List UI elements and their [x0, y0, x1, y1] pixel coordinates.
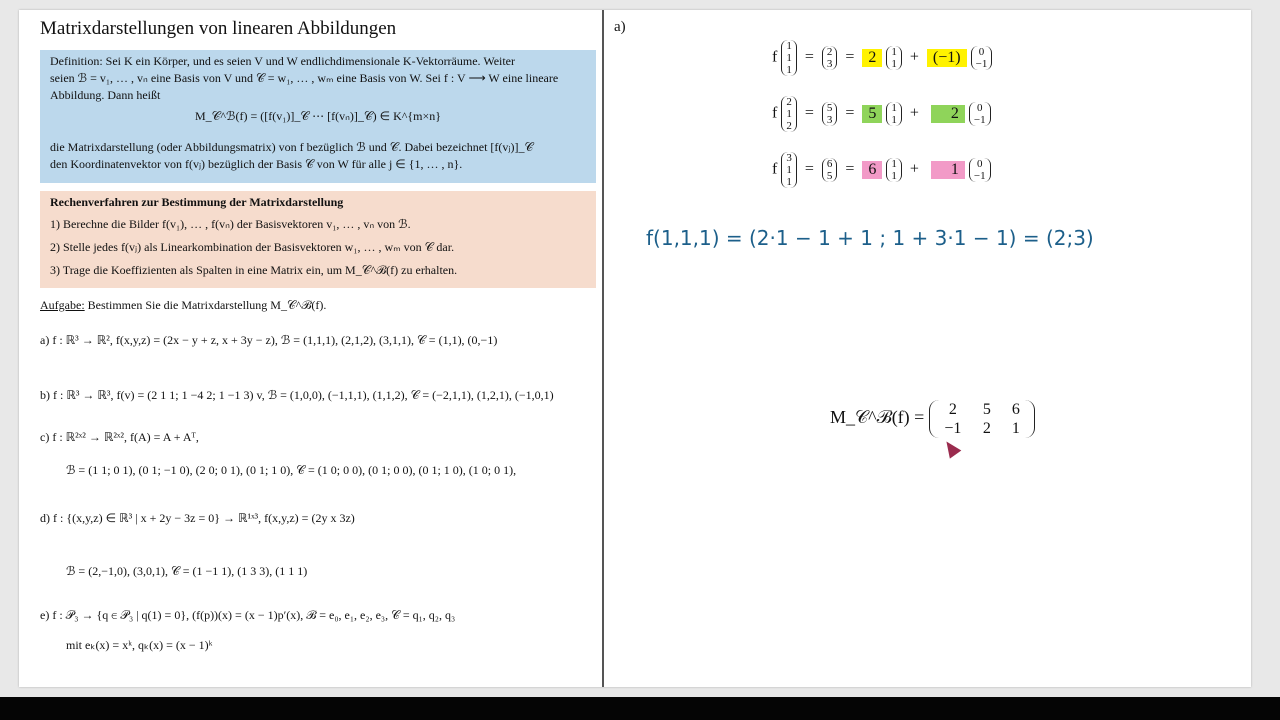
coefficient-2-highlight: (−1) — [927, 49, 967, 67]
basis-w2: 0 −1 — [969, 158, 991, 182]
basis-w2: 0 −1 — [971, 46, 993, 70]
definition-line-1: Definition: Sei K ein Körper, und es seien V und W endlichdimensionale K-Vektorräume. Weiter — [50, 54, 516, 68]
definition-box — [40, 50, 596, 183]
page-title: Matrixdarstellungen von linearen Abbildungen — [40, 18, 397, 39]
definition-line-4: die Matrixdarstellung (oder Abbildungsmatrix) von f bezüglich ℬ und 𝒞. Dabei bezeichnet [f(vⱼ)]_𝒞 — [50, 140, 534, 154]
decomposition-row-2: f 2 1 2 = 5 3 = 5 1 1 + 2 0 −1 — [772, 96, 991, 132]
procedure-step-2: 2) Stelle jedes f(vⱼ) als Linearkombination der Basisvektoren w₁, … , wₘ von 𝒞 dar. — [50, 240, 455, 254]
basis-w1: 1 1 — [886, 46, 902, 70]
image-vector: 2 3 — [822, 46, 838, 70]
task-text: Bestimmen Sie die Matrixdarstellung M_𝒞^ℬ(f). — [87, 298, 327, 312]
decomposition-row-1: f 1 1 1 = 2 3 = 2 1 1 + (−1) 0 −1 — [772, 40, 992, 76]
task-b: b) f : ℝ³ → ℝ³, f(v) = (2 1 1; 1 −4 2; 1 −1 3) v, ℬ = (1,0,0), (−1,1,1), (1,1,2), 𝒞 = (−2,1,1), (1,2,1), (−1,0,1) — [40, 388, 554, 402]
task-e-definitions: mit eₖ(x) = xᵏ, qₖ(x) = (x − 1)ᵏ — [66, 638, 213, 652]
coefficient-1-highlight: 2 — [862, 49, 882, 67]
coefficient-1-highlight: 6 — [862, 161, 882, 179]
coefficient-2-highlight: 1 — [931, 161, 965, 179]
argument-vector: 1 1 1 — [781, 40, 797, 76]
handwritten-calculation: f(1,1,1) = (2·1 − 1 + 1 ; 1 + 3·1 − 1) = (2;3) — [646, 226, 1094, 250]
procedure-step-3: 3) Trage die Koeffizienten als Spalten in eine Matrix ein, um M_𝒞^ℬ(f) zu erhalten. — [50, 263, 458, 277]
image-vector: 6 5 — [822, 158, 838, 182]
task-c: c) f : ℝ²ˣ² → ℝ²ˣ², f(A) = A + Aᵀ, — [40, 430, 199, 444]
argument-vector: 3 1 1 — [781, 152, 797, 188]
coefficient-2-highlight: 2 — [931, 105, 965, 123]
definition-line-5: den Koordinatenvektor von f(vⱼ) bezüglich der Basis 𝒞 von W für alle j ∈ {1, … , n}. — [50, 157, 463, 171]
definition-line-3: Abbildung. Dann heißt — [50, 88, 161, 102]
task-d: d) f : {(x,y,z) ∈ ℝ³ | x + 2y − 3z = 0} → ℝ¹ˣ³, f(x,y,z) = (2y x 3z) — [40, 511, 355, 525]
part-a-label: a) — [614, 19, 626, 35]
task-label: Aufgabe: — [40, 298, 85, 312]
result-matrix-row — [830, 400, 1035, 438]
argument-vector: 2 1 2 — [781, 96, 797, 132]
task-header — [40, 298, 326, 313]
definition-formula: M_𝒞^ℬ(f) = ([f(v₁)]_𝒞 ⋯ [f(vₙ)]_𝒞) ∈ K^{m×n} — [194, 109, 442, 123]
definition-line-2: seien ℬ = v₁, … , vₙ eine Basis von V und 𝒞 = w₁, … , wₘ eine Basis von W. Sei f : V ⟶ W eine lineare — [50, 71, 559, 85]
procedure-step-1: 1) Berechne die Bilder f(v₁), … , f(vₙ) der Basisvektoren v₁, … , vₙ von ℬ. — [50, 217, 411, 231]
image-vector: 5 3 — [822, 102, 838, 126]
page-divider — [602, 10, 604, 687]
task-c-bases: ℬ = (1 1; 0 1), (0 1; −1 0), (2 0; 0 1), (0 1; 1 0), 𝒞 = (1 0; 0 0), (0 1; 0 0), (0 1; 1 0), (1 0; 0 1), — [66, 463, 517, 477]
procedure-heading: Rechenverfahren zur Bestimmung der Matrixdarstellung — [50, 195, 344, 209]
task-d-bases: ℬ = (2,−1,0), (3,0,1), 𝒞 = (1 −1 1), (1 3 3), (1 1 1) — [66, 564, 308, 578]
result-matrix: 2 5 6 −1 2 1 — [929, 400, 1035, 438]
task-e: e) f : 𝒫₃ → {q ∈ 𝒫₃ | q(1) = 0}, (f(p))(x) = (x − 1)p′(x), ℬ = e₀, e₁, e₂, e₃, 𝒞 = q₁, q₂, q₃ — [40, 608, 456, 622]
bottom-bar — [0, 697, 1280, 720]
task-a: a) f : ℝ³ → ℝ², f(x,y,z) = (2x − y + z, x + 3y − z), ℬ = (1,1,1), (2,1,2), (3,1,1), 𝒞 = (1,1), (0,−1) — [40, 333, 498, 347]
basis-w1: 1 1 — [886, 102, 902, 126]
result-label: M_𝒞^ℬ(f) = — [830, 407, 925, 428]
decomposition-row-3: f 3 1 1 = 6 5 = 6 1 1 + 1 0 −1 — [772, 152, 991, 188]
basis-w1: 1 1 — [886, 158, 902, 182]
basis-w2: 0 −1 — [969, 102, 991, 126]
coefficient-1-highlight: 5 — [862, 105, 882, 123]
procedure-box — [40, 191, 596, 288]
